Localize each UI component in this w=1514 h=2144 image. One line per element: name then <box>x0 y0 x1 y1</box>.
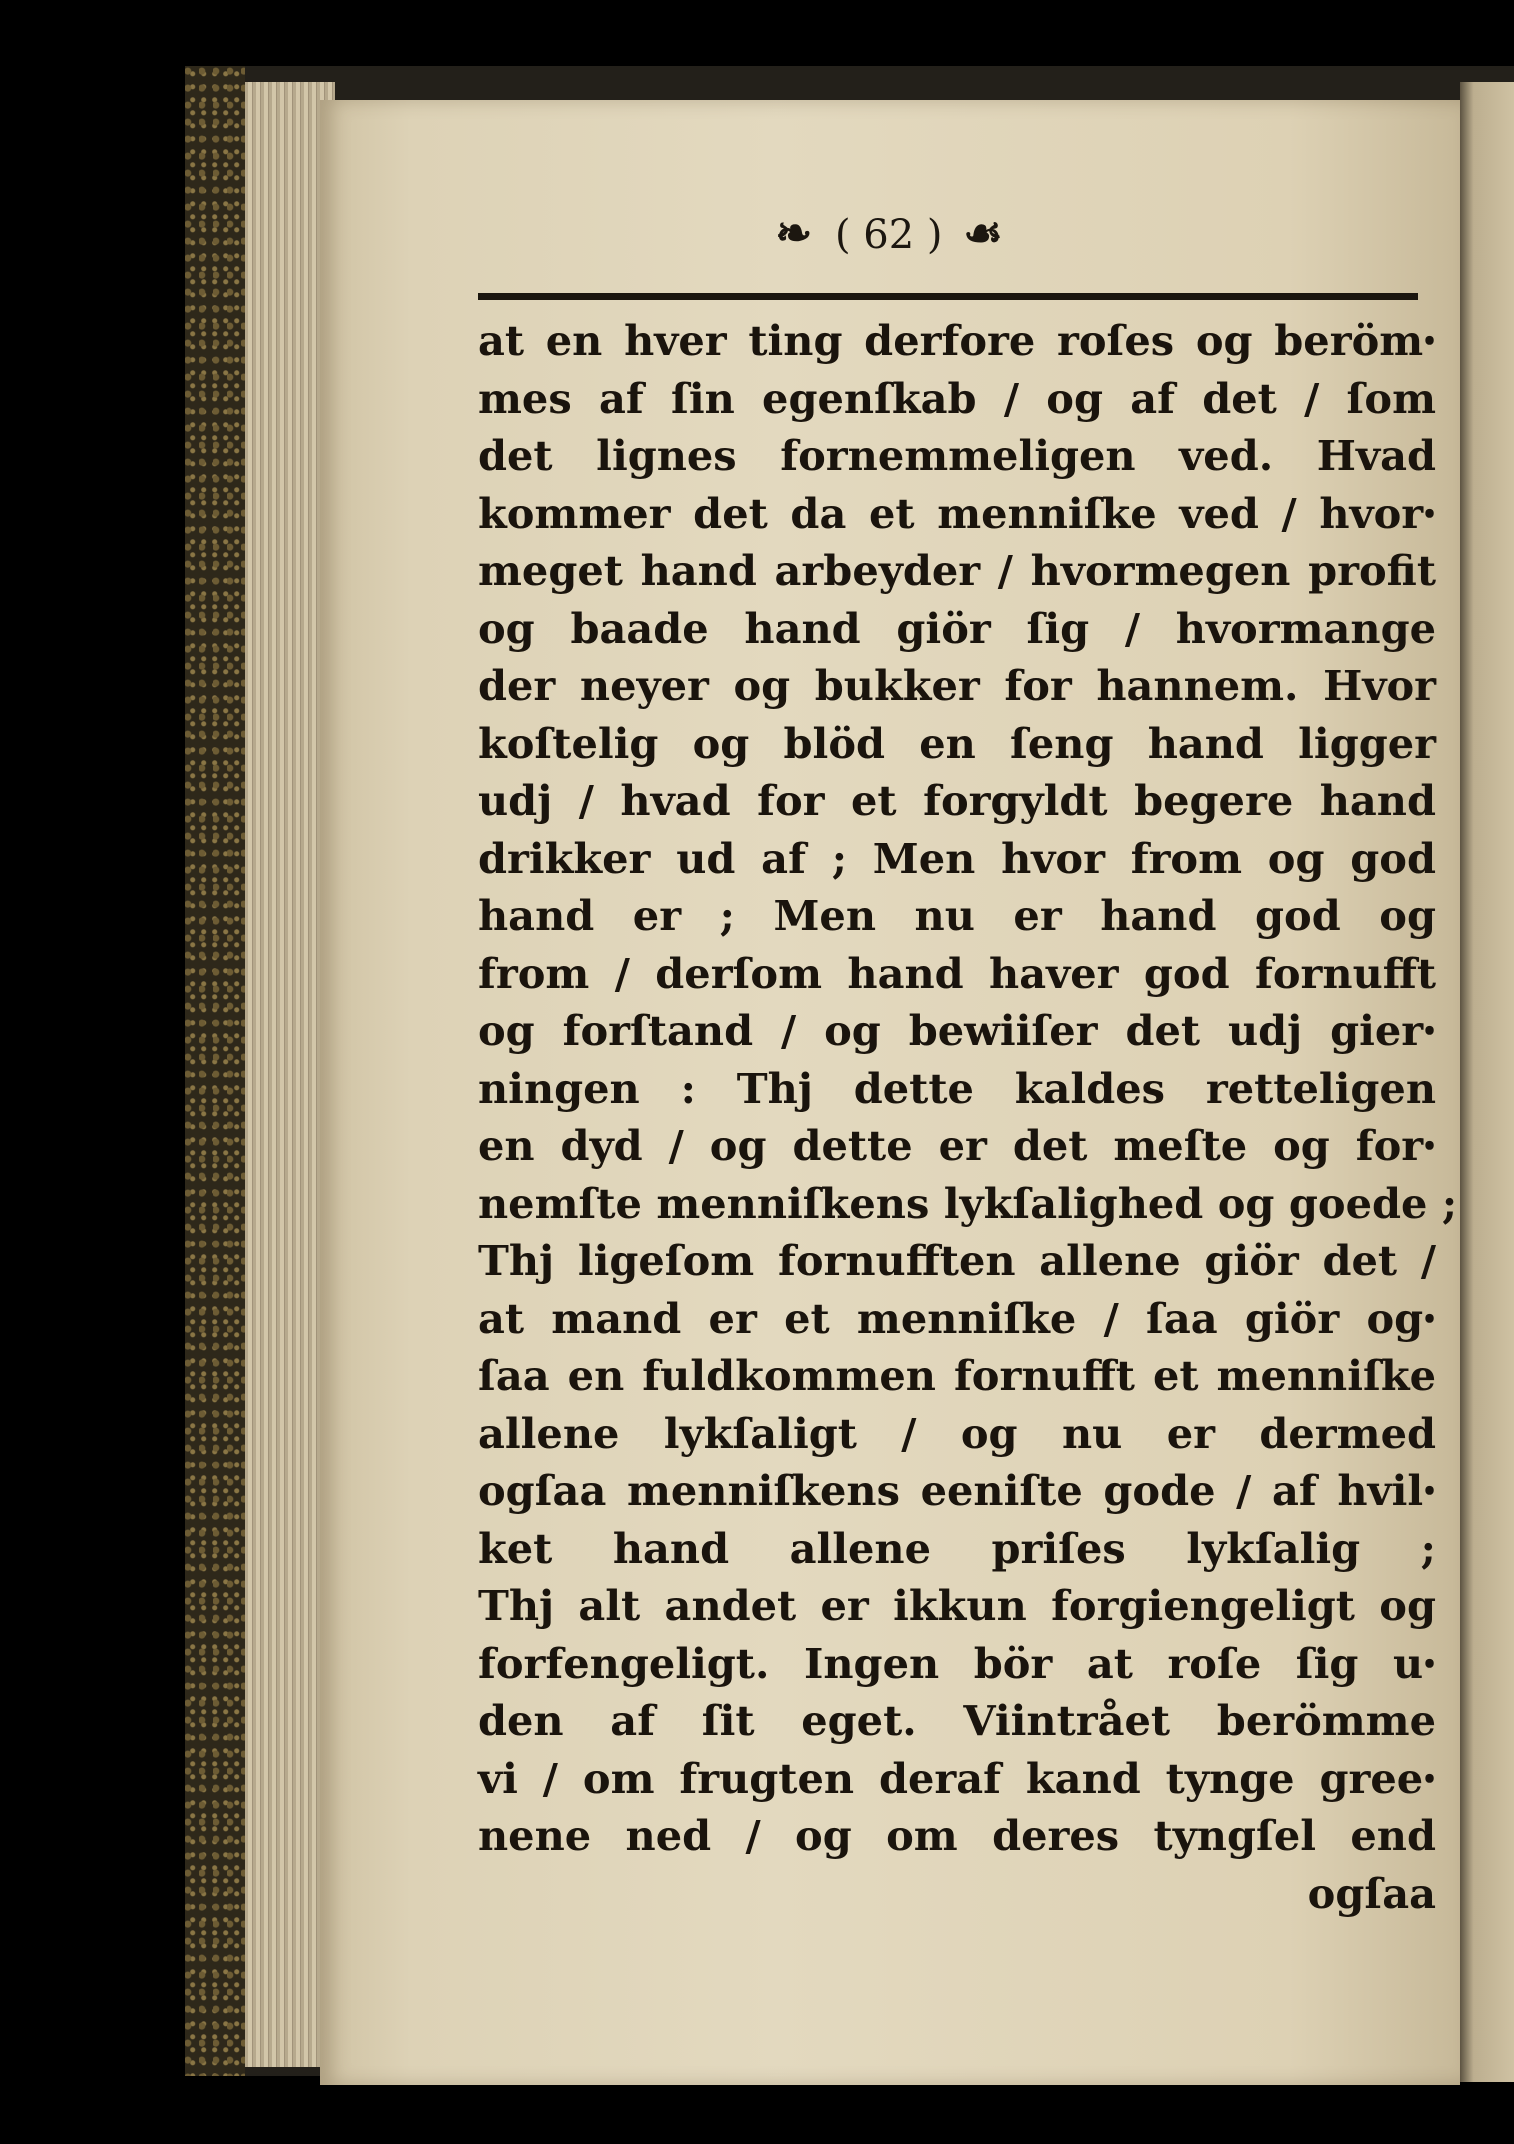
text-line: ogſaa menniſkens eeniſte gode / af hvilꞏ <box>478 1466 1436 1515</box>
text-line: kommer det da et menniſke ved / hvorꞏ <box>478 488 1436 538</box>
text-line: nemſte menniſkens lykſalighed og goede ; <box>478 1178 1458 1228</box>
text-line: at en hver ting derfore roſes og berömꞏ <box>478 316 1436 365</box>
text-line: from / derſom hand haver god fornufft <box>478 948 1436 998</box>
facing-page-edge <box>1460 82 1514 2082</box>
text-line: at mand er et menniſke / ſaa giör ogꞏ <box>478 1293 1436 1343</box>
text-line: den af ſit eget. Viintrået berömme <box>478 1696 1436 1745</box>
text-line: der neyer og bukker for hannem. Hvor <box>478 661 1436 710</box>
catchword: ogſaa <box>1307 1868 1436 1918</box>
header-rule <box>478 293 1418 300</box>
page-header <box>320 208 1460 268</box>
text-line: Thj ligeſom fornufften allene giör det / <box>478 1236 1436 1285</box>
text-line: og forſtand / og bewiiſer det udj gierꞏ <box>478 1006 1436 1055</box>
text-line: meget hand arbeyder / hvormegen profit <box>478 546 1436 595</box>
text-line: vi / om frugten deraf kand tynge greeꞏ <box>478 1753 1436 1803</box>
marbled-cover-edge <box>185 66 245 2076</box>
text-line: en dyd / og dette er det meſte og forꞏ <box>478 1121 1436 1170</box>
text-line: nene ned / og om deres tyngſel end <box>478 1811 1436 1860</box>
text-line: allene lykſaligt / og nu er dermed <box>478 1408 1436 1458</box>
text-line: hand er ; Men nu er hand god og <box>478 891 1436 940</box>
text-line: det lignes fornemmeligen ved. Hvad <box>478 431 1436 480</box>
header-ornament-right: ☙ <box>963 208 1005 259</box>
text-line: ningen : Thj dette kaldes retteligen <box>478 1063 1436 1113</box>
header-ornament-left: ❧ <box>775 208 815 259</box>
page-number: ( 62 ) <box>834 212 943 258</box>
text-line: koſtelig og blöd en ſeng hand ligger <box>478 718 1436 768</box>
text-line: ket hand allene priſes lykſalig ; <box>478 1523 1436 1573</box>
text-line: mes af ſin egenſkab / og af det / ſom <box>478 373 1436 423</box>
text-line: forfengeligt. Ingen bör at roſe ſig uꞏ <box>478 1638 1436 1688</box>
text-line: ſaa en fuldkommen fornufft et menniſke <box>478 1351 1436 1400</box>
text-line: Thj alt andet er ikkun forgiengeligt og <box>478 1581 1436 1630</box>
body-text <box>478 312 1458 1922</box>
text-line: og baade hand giör ſig / hvormange <box>478 603 1436 653</box>
text-line: udj / hvad for et forgyldt begere hand <box>478 776 1436 825</box>
text-line: drikker ud af ; Men hvor from og god <box>478 833 1436 883</box>
